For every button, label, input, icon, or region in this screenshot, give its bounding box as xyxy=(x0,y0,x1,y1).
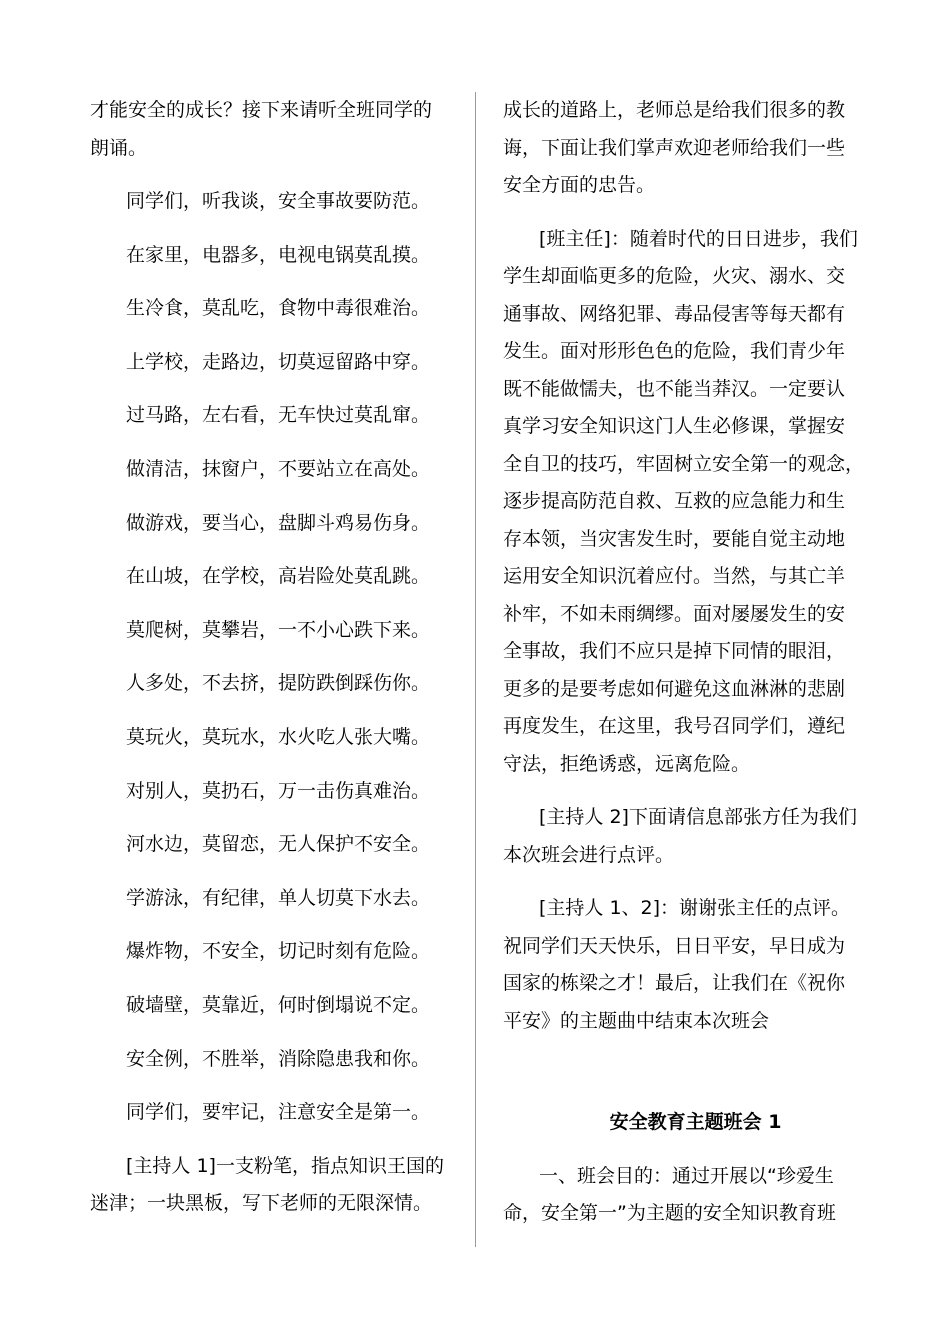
text-line: 诲，下面让我们掌声欢迎老师给我们一些 xyxy=(503,136,846,159)
host12-paragraph xyxy=(503,890,868,1040)
text-line: 学生却面临更多的危险，火灾、溺水、交 xyxy=(503,265,846,287)
text-line: [主持人 1、2]：谢谢张主任的点评。 xyxy=(539,897,851,919)
left-column xyxy=(90,92,455,1239)
text-line: 成长的道路上，老师总是给我们很多的教 xyxy=(503,99,846,121)
poem-line: 在山坡，在学校，高岩险处莫乱跳。 xyxy=(126,565,431,588)
text-line: 一、班会目的：通过开展以“珍爱生 xyxy=(539,1164,834,1187)
section-heading: 安全教育主题班会 1 xyxy=(609,1111,782,1133)
poem-line: 上学校，走路边，切莫逗留路中穿。 xyxy=(126,350,431,373)
continuation-paragraph xyxy=(503,92,868,205)
text-line: 运用安全知识沉着应付。当然，与其亡羊 xyxy=(503,565,846,587)
intro-line: 朗诵。 xyxy=(90,136,148,159)
text-line: 全自卫的技巧，牢固树立安全第一的观念， xyxy=(503,452,865,475)
text-line: 逐步提高防范自救、互救的应急能力和生 xyxy=(503,490,846,512)
text-line: 更多的是要考虑如何避免这血淋淋的悲剧 xyxy=(503,677,846,700)
text-line: 通事故、网络犯罪、毒品侵害等每天都有 xyxy=(503,302,846,325)
text-line: 全事故，我们不应只是掉下同情的眼泪， xyxy=(503,640,846,662)
text-line: [班主任]：随着时代的日日进步，我们 xyxy=(539,227,858,250)
poem-line: 爆炸物，不安全，切记时刻有危险。 xyxy=(126,940,431,963)
host1-paragraph xyxy=(90,1148,455,1223)
text-line: 再度发生，在这里，我号召同学们，遵纪 xyxy=(503,715,846,737)
text-line: 命，安全第一”为主题的安全知识教育班 xyxy=(503,1202,836,1224)
text-line: 平安》的主题曲中结束本次班会 xyxy=(503,1009,770,1032)
poem-line: 对别人，莫扔石，万一击伤真难治。 xyxy=(126,779,431,802)
text-line: 本次班会进行点评。 xyxy=(503,843,675,866)
poem-line: 同学们，要牢记，注意安全是第一。 xyxy=(126,1101,431,1124)
host1-line: 迷津；一块黑板，写下老师的无限深情。 xyxy=(90,1192,433,1215)
teacher-paragraph xyxy=(503,221,868,784)
poem-line: 破墙壁，莫靠近，何时倒塌说不定。 xyxy=(126,993,431,1016)
text-line: 发生。面对形形色色的危险，我们青少年 xyxy=(503,340,846,362)
poem-line: 在家里，电器多，电视电锅莫乱摸。 xyxy=(126,243,431,266)
poem-line: 做清洁，抹窗户，不要站立在高处。 xyxy=(126,457,431,480)
host2-paragraph xyxy=(503,799,868,874)
poem-line: 河水边，莫留恋，无人保护不安全。 xyxy=(126,833,431,856)
column-divider xyxy=(475,92,476,1247)
text-line: 守法，拒绝诱惑，远离危险。 xyxy=(503,752,751,775)
text-line: [主持人 2]下面请信息部张方任为我们 xyxy=(539,806,857,828)
poem-line: 过马路，左右看，无车快过莫乱窜。 xyxy=(126,404,431,427)
poem-line: 安全例，不胜举，消除隐患我和你。 xyxy=(126,1047,431,1070)
poem-line: 同学们，听我谈，安全事故要防范。 xyxy=(126,190,431,212)
text-line: 真学习安全知识这门人生必修课，掌握安 xyxy=(503,415,846,437)
text-line: 补牢，不如未雨绸缪。面对屡屡发生的安 xyxy=(503,602,846,625)
text-line: 祝同学们天天快乐，日日平安，早日成为 xyxy=(503,934,846,957)
text-line: 安全方面的忠告。 xyxy=(503,174,656,196)
intro-paragraph xyxy=(90,92,455,167)
text-line: 国家的栋梁之才！最后，让我们在《祝你 xyxy=(503,972,846,994)
poem-line: 莫爬树，莫攀岩，一不小心跌下来。 xyxy=(126,618,431,641)
poem-line: 莫玩火，莫玩水，水火吃人张大嘴。 xyxy=(126,725,431,748)
host1-line: [主持人 1]一支粉笔，指点知识王国的 xyxy=(126,1154,444,1177)
right-column xyxy=(503,92,868,1249)
poem-line: 做游戏，要当心，盘脚斗鸡易伤身。 xyxy=(126,511,431,534)
section-spacer xyxy=(503,1056,868,1104)
text-line: 存本领，当灾害发生时，要能自觉主动地 xyxy=(503,527,846,550)
poem-line: 人多处，不去挤，提防跌倒踩伤你。 xyxy=(126,672,431,695)
poem-line: 生冷食，莫乱吃，食物中毒很难治。 xyxy=(126,297,431,320)
intro-line: 才能安全的成长？接下来请听全班同学的 xyxy=(90,99,433,121)
poem-line: 学游泳，有纪律，单人切莫下水去。 xyxy=(126,886,431,909)
text-line: 既不能做懦夫，也不能当莽汉。一定要认 xyxy=(503,377,846,400)
purpose-paragraph xyxy=(503,1158,868,1233)
